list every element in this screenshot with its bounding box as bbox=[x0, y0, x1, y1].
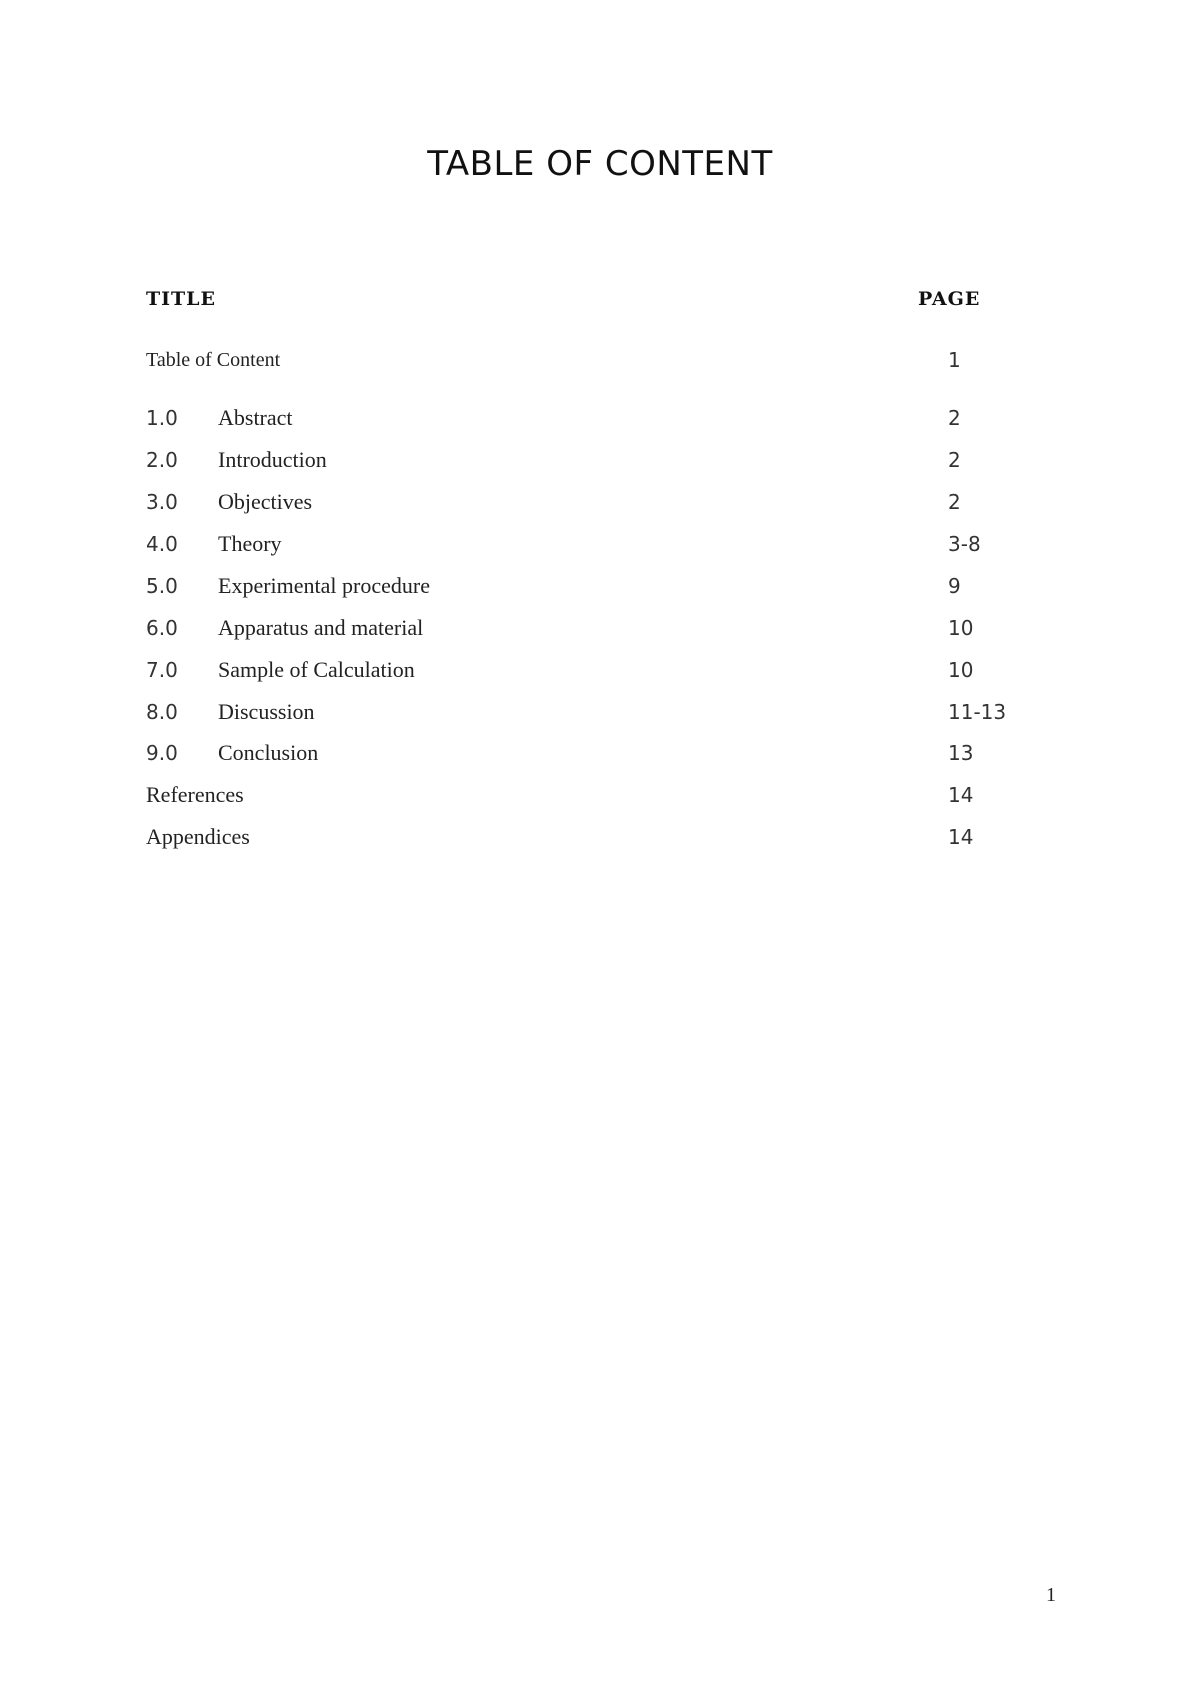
toc-entry-page: 2 bbox=[948, 406, 961, 430]
toc-entry-label: Sample of Calculation bbox=[218, 657, 415, 682]
toc-entry-discussion bbox=[0, 696, 1200, 728]
toc-entry-number: 7.0 bbox=[146, 658, 178, 682]
toc-entry-label: References bbox=[146, 782, 244, 807]
toc-entry-number: 3.0 bbox=[146, 490, 178, 514]
toc-entry-label: Introduction bbox=[218, 447, 327, 472]
toc-entry-appendices bbox=[0, 821, 1200, 853]
column-header-page: PAGE bbox=[918, 288, 981, 310]
page-title: TABLE OF CONTENT bbox=[427, 144, 773, 184]
toc-entry-label: Apparatus and material bbox=[218, 615, 424, 640]
toc-entry-page: 1 bbox=[948, 348, 961, 372]
toc-entry-page: 14 bbox=[948, 783, 974, 807]
toc-entry-references bbox=[0, 779, 1200, 811]
toc-entry-page: 10 bbox=[948, 616, 974, 640]
toc-entry-page: 3-8 bbox=[948, 532, 981, 556]
toc-entry-number: 5.0 bbox=[146, 574, 178, 598]
toc-entry-number: 1.0 bbox=[146, 406, 178, 430]
toc-entry-number: 2.0 bbox=[146, 448, 178, 472]
toc-entry-label: Abstract bbox=[218, 405, 293, 430]
toc-entry-page: 10 bbox=[948, 658, 974, 682]
toc-entry-page: 14 bbox=[948, 825, 974, 849]
toc-entry-page: 2 bbox=[948, 490, 961, 514]
toc-entry-page: 11-13 bbox=[948, 700, 1007, 724]
toc-entry-introduction bbox=[0, 444, 1200, 476]
footer-page-number: 1 bbox=[1046, 1584, 1056, 1606]
toc-entry-number: 4.0 bbox=[146, 532, 178, 556]
toc-entry-label: Theory bbox=[218, 531, 282, 556]
toc-entry-table-of-content bbox=[0, 344, 1200, 376]
toc-entry-theory bbox=[0, 528, 1200, 560]
toc-entry-conclusion bbox=[0, 737, 1200, 769]
toc-entry-objectives bbox=[0, 486, 1200, 518]
toc-entry-label: Objectives bbox=[218, 489, 313, 514]
toc-entry-number: 9.0 bbox=[146, 741, 178, 765]
toc-entry-page: 9 bbox=[948, 574, 961, 598]
toc-entry-label: Table of Content bbox=[146, 349, 281, 371]
toc-entry-number: 8.0 bbox=[146, 700, 178, 724]
toc-entry-label: Experimental procedure bbox=[218, 573, 430, 598]
toc-entry-label: Conclusion bbox=[218, 740, 319, 765]
toc-entry-experimental-procedure bbox=[0, 570, 1200, 602]
toc-entry-abstract bbox=[0, 402, 1200, 434]
toc-entry-number: 6.0 bbox=[146, 616, 178, 640]
toc-entry-label: Appendices bbox=[146, 824, 250, 849]
toc-entry-sample-of-calculation bbox=[0, 654, 1200, 686]
toc-entry-label: Discussion bbox=[218, 699, 315, 724]
toc-entry-page: 13 bbox=[948, 741, 974, 765]
toc-entry-page: 2 bbox=[948, 448, 961, 472]
column-header-title: TITLE bbox=[146, 288, 217, 310]
toc-entry-apparatus-and-material bbox=[0, 612, 1200, 644]
